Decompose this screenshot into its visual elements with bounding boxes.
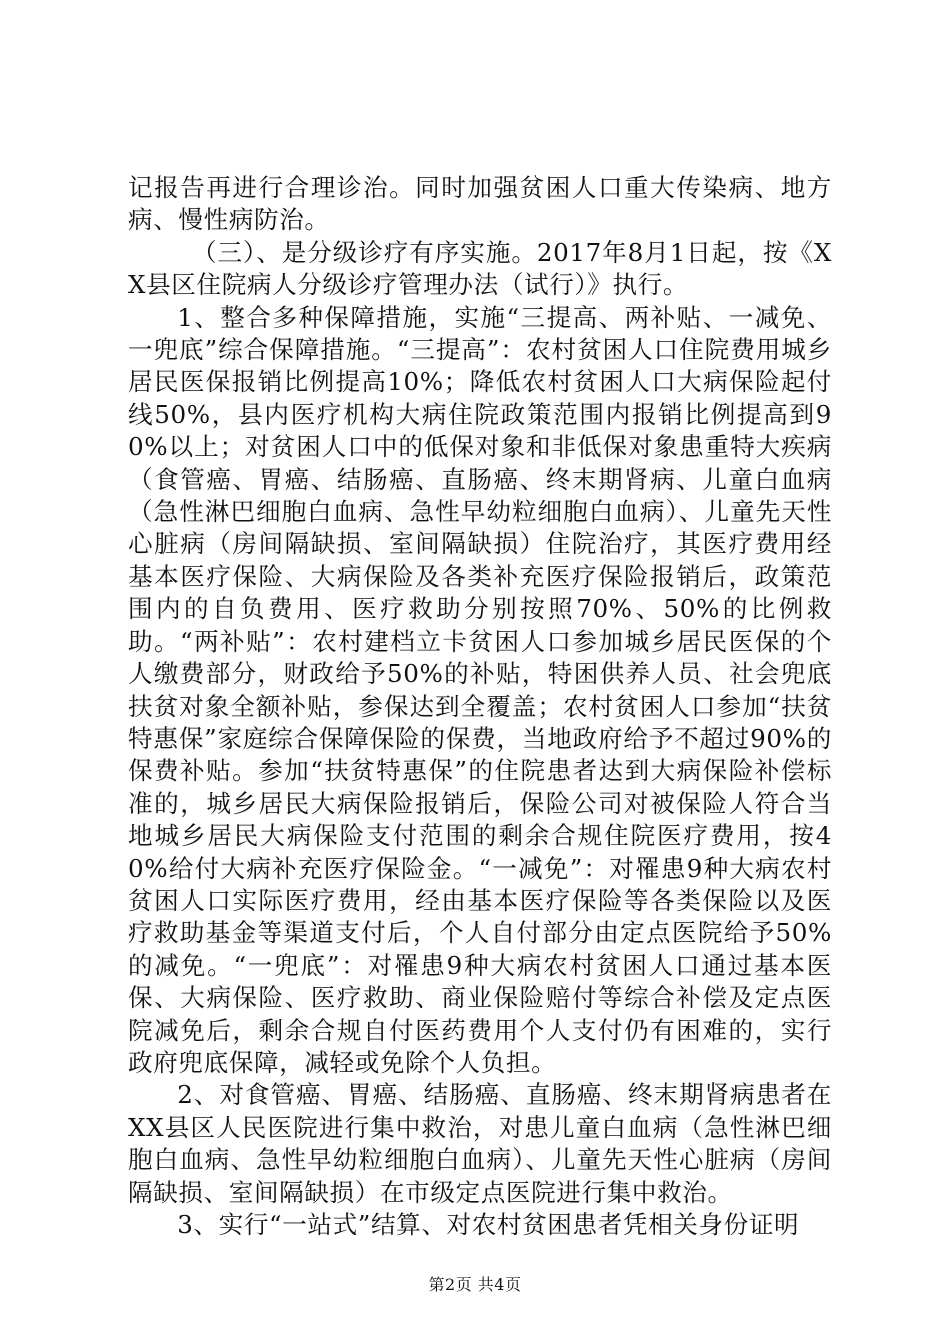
paragraph-continuation: 记报告再进行合理诊治。同时加强贫困人口重大传染病、地方病、慢性病防治。 — [128, 173, 832, 235]
paragraph-item-2: 2、对食管癌、胃癌、结肠癌、直肠癌、终末期肾病患者在XX县区人民医院进行集中救治，对患儿童白血病（急性淋巴细胞白血病、急性早幼粒细胞白血病）、儿童先天性心脏病（房间隔缺损、室间隔缺损）在市级定点医院进行集中救治。 — [128, 1080, 832, 1207]
page-number-footer: 第2页 共4页 — [428, 1275, 522, 1294]
paragraph-item-1: 1、整合多种保障措施，实施“三提高、两补贴、一减免、一兜底”综合保障措施。“三提高”：农村贫困人口住院费用城乡居民医保报销比例提高10%；降低农村贫困人口大病保险起付线50%，县内医疗机构大病住院政策范围内报销比例提高到90%以上；对贫困人口中的低保对象和非低保对象患重特大疾病（食管癌、胃癌、结肠癌、直肠癌、终末期肾病、儿童白血病（急性淋巴细胞白血病、急性早幼粒细胞白血病）、儿童先天性心脏病（房间隔缺损、室间隔缺损）住院治疗，其医疗费用经基本医疗保险、大病保险及各类补充医疗保险报销后，政策范围内的自负费用、医疗救助分别按照70%、50%的比例救助。“两补贴”：农村建档立卡贫困人口参加城乡居民医保的个人缴费部分，财政给予50%的补贴，特困供养人员、社会兜底扶贫对象全额补贴，参保达到全覆盖；农村贫困人口参加“扶贫特惠保”家庭综合保障保险的保费，当地政府给予不超过90%的保费补贴。参加“扶贫特惠保”的住院患者达到大病保险补偿标准的，城乡居民大病保险报销后，保险公司对被保险人符合当地城乡居民大病保险支付范围的剩余合规住院医疗费用，按40%给付大病补充医疗保险金。“一减免”：对罹患9种大病农村贫困人口实际医疗费用，经由基本医疗保险等各类保险以及医疗救助基金等渠道支付后，个人自付部分由定点医院给予50%的减免。“一兜底”：对罹患9种大病农村贫困人口通过基本医保、大病保险、医疗救助、商业保险赔付等综合补偿及定点医院减免后，剩余合规自付医药费用个人支付仍有困难的，实行政府兜底保障，减轻或免除个人负担。 — [128, 302, 832, 1077]
paragraph-section-three: （三）、是分级诊疗有序实施。2017年8月1日起，按《XX县区住院病人分级诊疗管理办法（试行）》执行。 — [128, 237, 832, 300]
paragraph-item-3: 3、实行“一站式”结算、对农村贫困患者凭相关身份证明 — [177, 1210, 800, 1239]
document-body — [128, 172, 832, 1241]
